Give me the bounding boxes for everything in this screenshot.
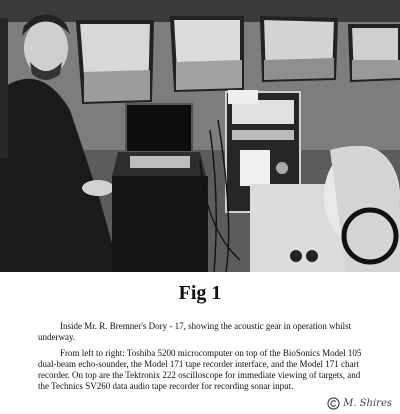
signature-text: M. Shires	[343, 398, 392, 409]
description-text: From left to right: Toshiba 5200 microcomputer on top of the BioSonics Model 105 dual-beam echo-sounder, the Model 171 tape recorder interface, and the Model 171 chart recorder. On top are the Tektronix 222 oscilloscope for immediate viewing of targets, and the Technics SV260 data audio tape recorder for recording sonar input.	[38, 348, 362, 391]
echo-sounder	[112, 176, 208, 272]
copyright-mark-icon	[327, 397, 340, 410]
laptop	[112, 104, 206, 176]
figure-caption	[38, 321, 368, 343]
photographer-signature	[327, 397, 392, 410]
figure-title: Fig 1	[178, 282, 222, 304]
caption-text: Inside Mr. R. Bremner's Dory - 17, showing the acoustic gear in operation whilst underway.	[38, 321, 352, 342]
figure-description	[38, 348, 368, 392]
